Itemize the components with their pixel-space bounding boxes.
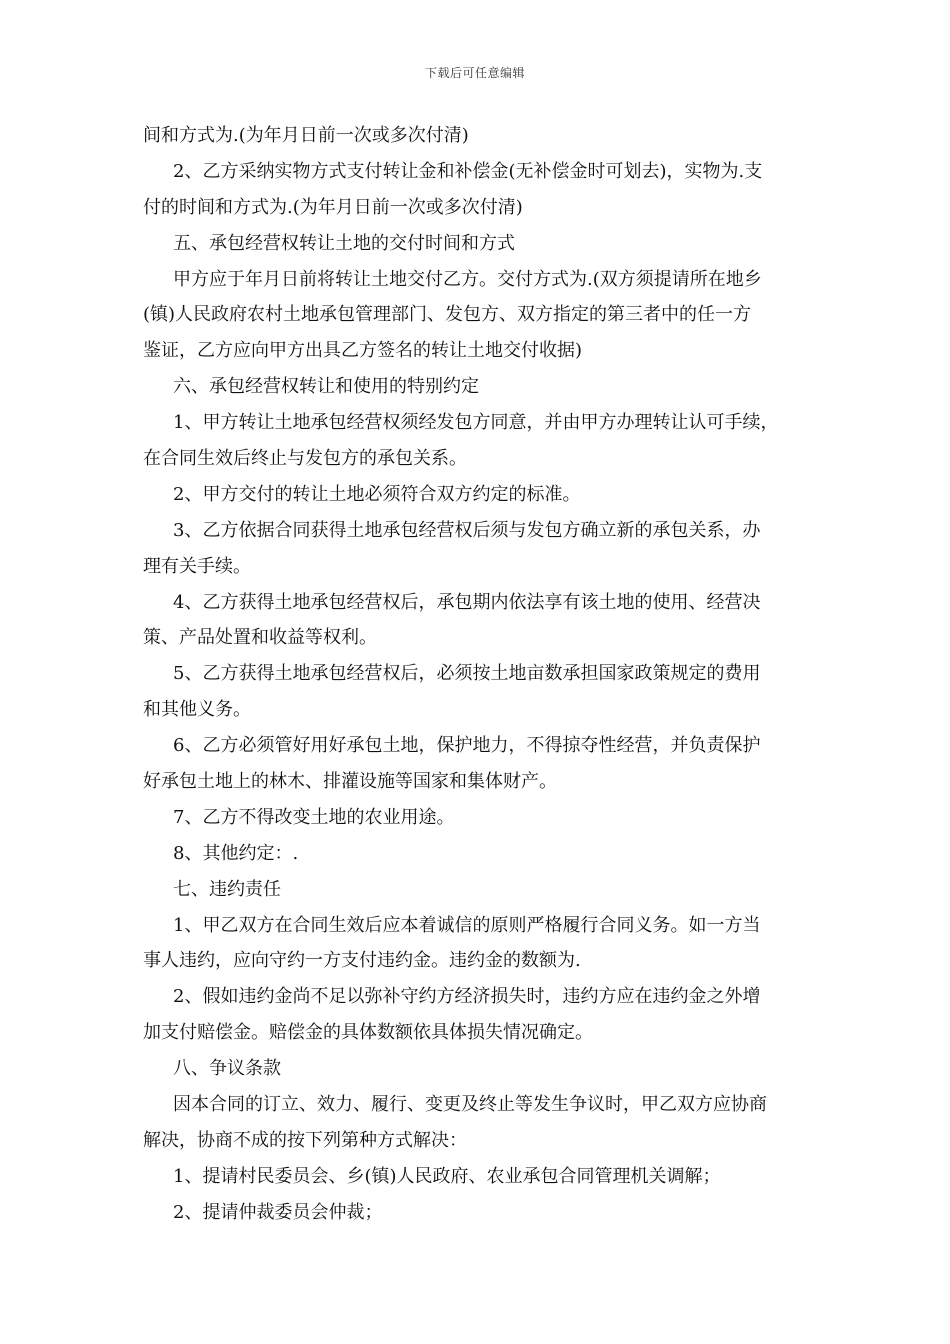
text-line: 解决，协商不成的按下列第种方式解决： (143, 1129, 467, 1151)
text-line: 甲方应于年月日前将转让土地交付乙方。交付方式为.(双方须提请所在地乡 (173, 268, 762, 290)
text-line: 8、其他约定：. (173, 842, 299, 864)
text-line: 加支付赔偿金。赔偿金的具体数额依具体损失情况确定。 (143, 1022, 593, 1044)
text-line: 1、甲乙双方在合同生效后应本着诚信的原则严格履行合同义务。如一方当 (173, 914, 761, 936)
text-line: 间和方式为.(为年月日前一次或多次付清) (143, 125, 469, 146)
text-line: 七、违约责任 (173, 878, 281, 900)
text-line: 6、乙方必须管好用好承包土地，保护地力，不得掠夺性经营，并负责保护 (173, 735, 761, 757)
document-body (143, 118, 809, 1231)
page-header: 下载后可任意编辑 (424, 66, 525, 80)
text-line: 五、承包经营权转让土地的交付时间和方式 (173, 232, 515, 254)
text-line: 事人违约，应向守约一方支付违约金。违约金的数额为. (143, 950, 581, 972)
text-line: 4、乙方获得土地承包经营权后，承包期内依法享有该土地的使用、经营决 (173, 591, 761, 613)
text-line: 八、争议条款 (173, 1058, 281, 1080)
text-line: 7、乙方不得改变土地的农业用途。 (173, 806, 455, 828)
text-line: 付的时间和方式为.(为年月日前一次或多次付清) (143, 196, 523, 218)
text-line: 1、甲方转让土地承包经营权须经发包方同意，并由甲方办理转让认可手续， (173, 412, 779, 434)
text-line: 好承包土地上的林木、排灌设施等国家和集体财产。 (143, 771, 557, 793)
text-line: (镇)人民政府农村土地承包管理部门、发包方、双方指定的第三者中的任一方 (143, 304, 752, 326)
text-line: 1、提请村民委员会、乡(镇)人民政府、农业承包合同管理机关调解； (173, 1165, 721, 1187)
text-line: 因本合同的订立、效力、履行、变更及终止等发生争议时，甲乙双方应协商 (173, 1094, 767, 1116)
text-line: 在合同生效后终止与发包方的承包关系。 (143, 448, 467, 470)
text-line: 2、甲方交付的转让土地必须符合双方约定的标准。 (173, 483, 581, 505)
text-line: 六、承包经营权转让和使用的特别约定 (173, 376, 479, 398)
text-line: 3、乙方依据合同获得土地承包经营权后须与发包方确立新的承包关系，办 (173, 519, 761, 541)
text-line: 和其他义务。 (143, 699, 251, 721)
text-line: 2、乙方采纳实物方式支付转让金和补偿金(无补偿金时可划去)，实物为.支 (173, 160, 763, 182)
text-line: 策、产品处置和收益等权利。 (143, 627, 377, 649)
text-line: 理有关手续。 (143, 555, 251, 577)
text-line: 5、乙方获得土地承包经营权后，必须按土地亩数承担国家政策规定的费用 (173, 663, 761, 685)
text-line: 2、提请仲裁委员会仲裁； (173, 1201, 383, 1223)
text-line: 2、假如违约金尚不足以弥补守约方经济损失时，违约方应在违约金之外增 (173, 986, 761, 1008)
text-line: 鉴证，乙方应向甲方出具乙方签名的转让土地交付收据) (143, 340, 583, 362)
